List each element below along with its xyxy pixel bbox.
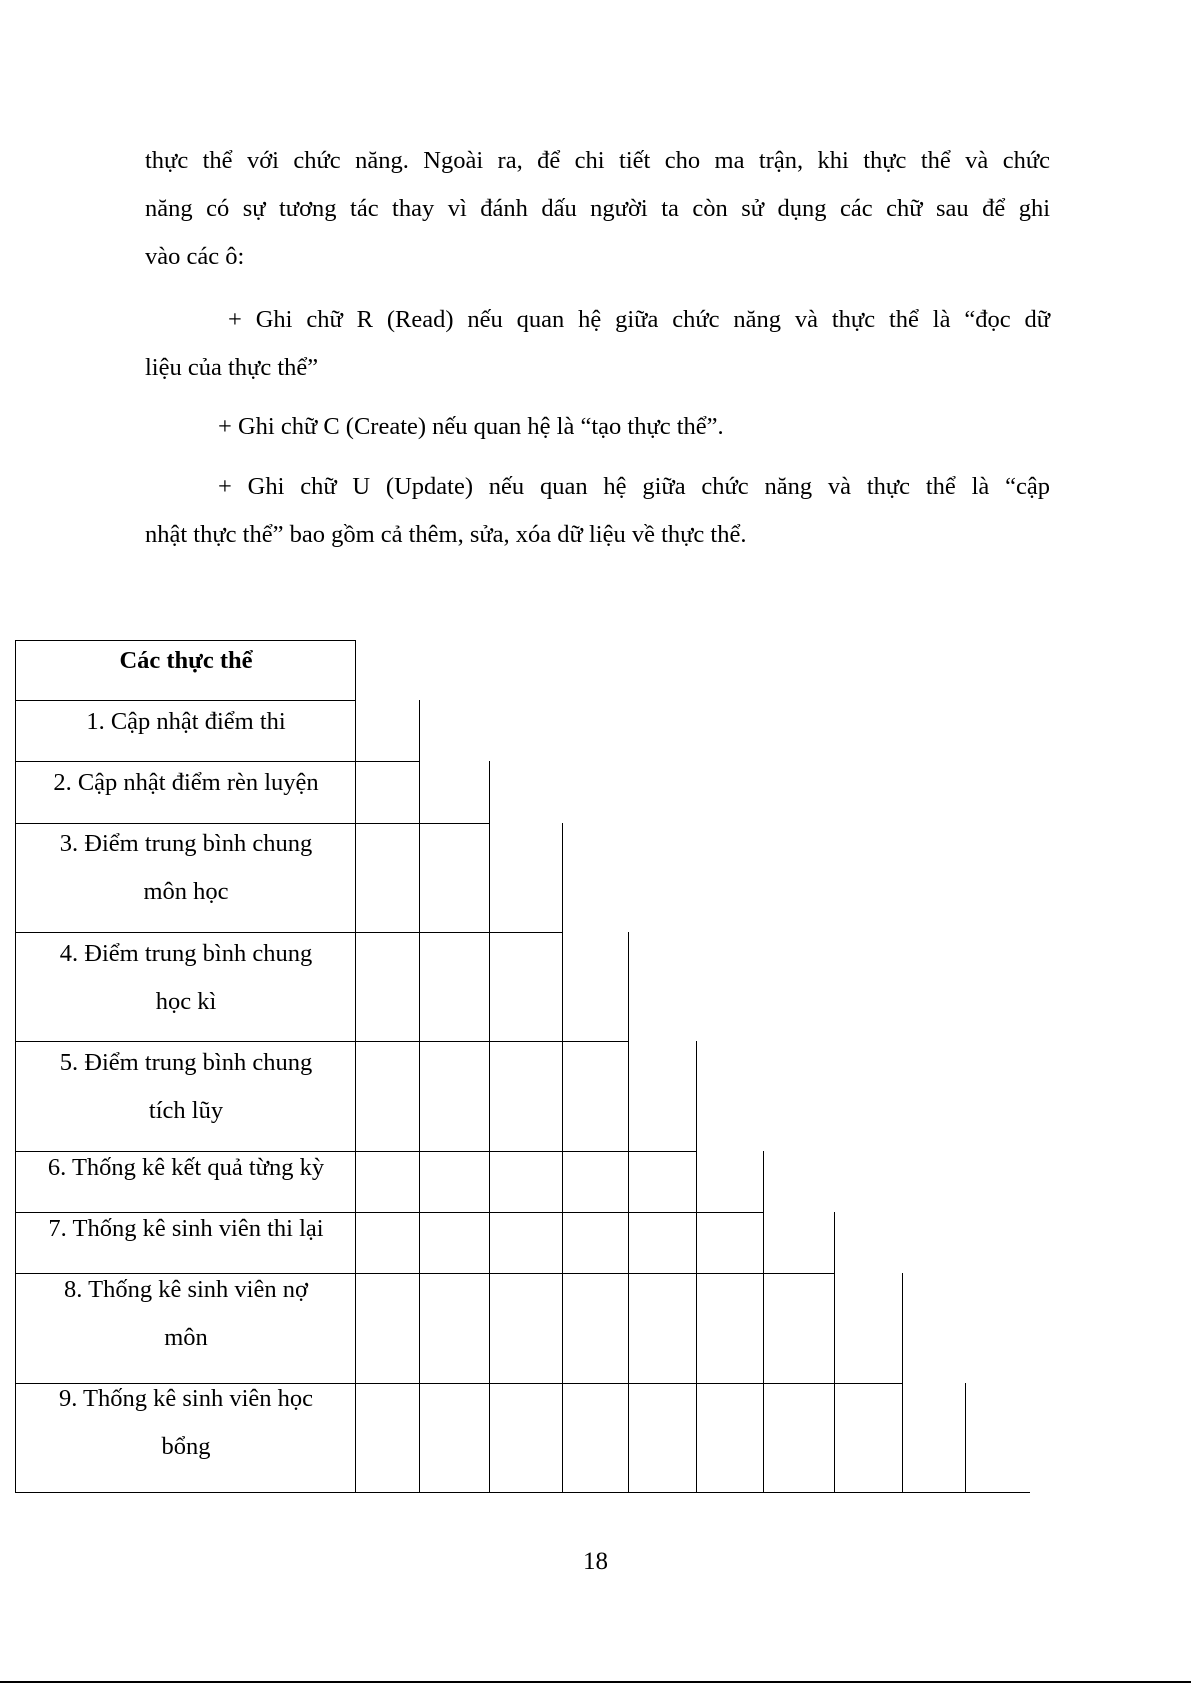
bullet-create: + Ghi chữ C (Create) nếu quan hệ là “tạo thực thể”.	[218, 413, 724, 440]
paragraph-line-2: năng có sự tương tác thay vì đánh dấu người ta còn sử dụng các chữ sau để ghi	[145, 195, 1050, 222]
matrix-row-label: 3. Điểm trung bình chung môn học	[59, 830, 313, 905]
grid-vline	[489, 761, 490, 1492]
matrix-row-label: 9. Thống kê sinh viên học bổng	[58, 1385, 314, 1460]
footer-rule	[0, 1681, 1191, 1683]
grid-vline	[965, 1383, 966, 1492]
grid-vline	[562, 823, 563, 1492]
matrix-header-entities: Các thực thể	[119, 647, 253, 674]
grid-vline	[628, 932, 629, 1492]
page-number: 18	[583, 1548, 608, 1575]
intro-paragraph	[145, 137, 1050, 281]
paragraph-line-3: vào các ô:	[145, 243, 245, 270]
bullet-update-continued: nhật thực thể” bao gồm cả thêm, sửa, xóa dữ liệu về thực thể.	[145, 521, 747, 548]
matrix-row-label: 2. Cập nhật điểm rèn luyện	[53, 769, 319, 796]
matrix-row-label: 4. Điểm trung bình chung học kì	[59, 940, 313, 1015]
grid-vline	[696, 1041, 697, 1492]
grid-hline	[15, 1492, 1030, 1493]
matrix-row-label: 6. Thống kê kết quả từng kỳ	[47, 1154, 325, 1181]
bullet-read: + Ghi chữ R (Read) nếu quan hệ giữa chức năng và thực thể là “đọc dữ	[228, 306, 1050, 333]
matrix-row-label: 8. Thống kê sinh viên nợ môn	[64, 1276, 308, 1351]
bullet-update: + Ghi chữ U (Update) nếu quan hệ giữa chức năng và thực thể là “cập	[218, 473, 1050, 500]
grid-vline	[902, 1273, 903, 1492]
grid-vline	[763, 1151, 764, 1492]
paragraph-line-1: thực thể với chức năng. Ngoài ra, để chi tiết cho ma trận, khi thực thể và chức	[145, 147, 1050, 174]
matrix-row-label: 1. Cập nhật điểm thi	[86, 708, 286, 735]
grid-vline	[834, 1212, 835, 1492]
grid-vline	[419, 700, 420, 1492]
matrix-row-label: 5. Điểm trung bình chung tích lũy	[59, 1049, 313, 1124]
matrix-row-label: 7. Thống kê sinh viên thi lại	[48, 1215, 324, 1242]
bullet-read-continued: liệu của thực thể”	[145, 354, 319, 381]
